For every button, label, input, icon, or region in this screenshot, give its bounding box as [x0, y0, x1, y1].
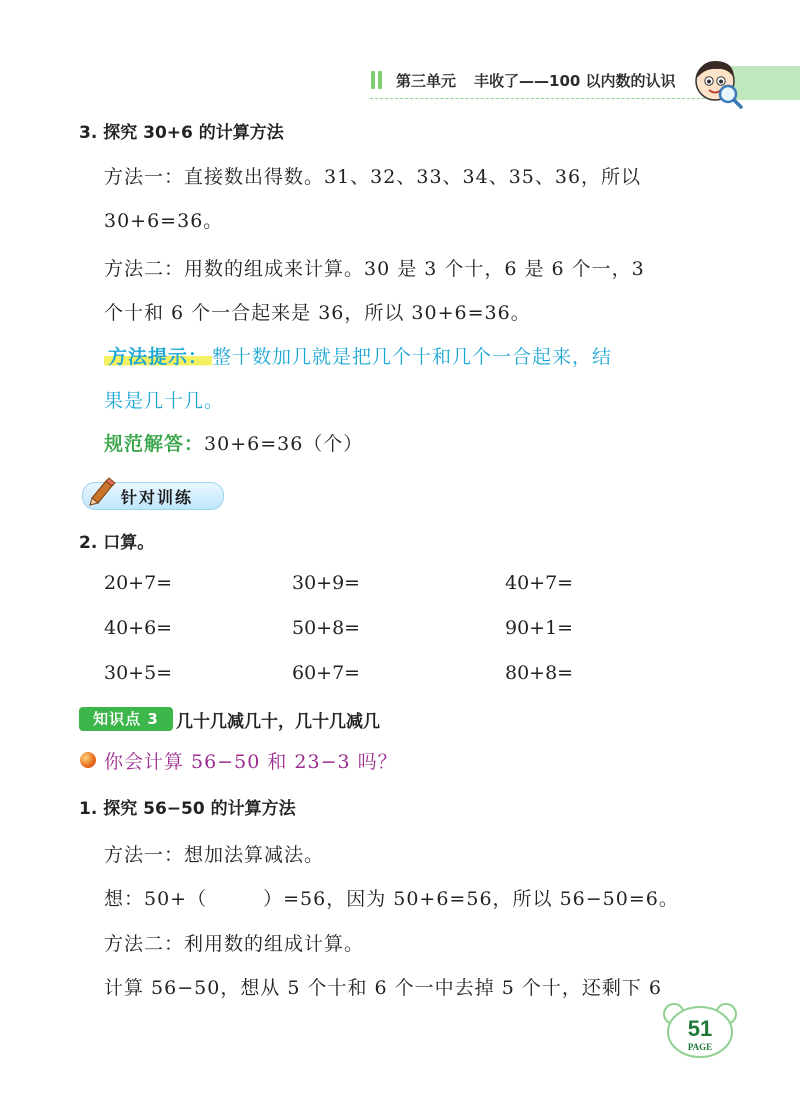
guide-question: 你会计算 56−50 和 23−3 吗？ — [104, 751, 398, 773]
method-hint-line1 — [104, 342, 612, 369]
hint-label: 方法提示： — [104, 346, 212, 368]
calc-problem: 50+8= — [292, 617, 361, 639]
think-suffix: ）=56，因为 50+6=56，所以 56−50=6。 — [263, 888, 679, 910]
header-divider — [370, 98, 710, 99]
calc-problem: 90+1= — [505, 617, 574, 639]
calc-problem: 20+7= — [104, 572, 173, 594]
oral-calc-heading: 2. 口算。 — [79, 533, 155, 553]
method2-line1: 方法二：用数的组成来计算。30 是 3 个十，6 是 6 个一，3 — [104, 258, 645, 280]
think-prefix: 想：50+（ — [104, 888, 208, 910]
knowledge-point-title: 几十几减几十，几十几减几 — [176, 712, 380, 732]
hint-text-1: 整十数加几就是把几个十和几个一合起来，结 — [212, 346, 613, 368]
header-unit-title: 丰收了——100 以内数的认识 — [474, 72, 676, 90]
header-unit: 第三单元 — [396, 72, 457, 90]
header-bars-icon — [371, 71, 385, 93]
answer-label: 规范解答： — [104, 433, 205, 455]
think-line — [104, 884, 679, 911]
standard-answer — [104, 429, 363, 456]
pencil-icon — [86, 476, 116, 506]
subtract-calc-line: 计算 56−50，想从 5 个十和 6 个一中去掉 5 个十，还剩下 6 — [104, 977, 662, 999]
answer-text: 30+6=36（个） — [204, 433, 364, 455]
hint-text-2: 果是几十几。 — [104, 390, 225, 412]
calc-problem: 40+6= — [104, 617, 173, 639]
section-3-heading: 3. 探究 30+6 的计算方法 — [79, 123, 284, 143]
page-badge — [660, 1000, 740, 1060]
header-title — [396, 70, 676, 91]
calc-problem: 40+7= — [505, 572, 574, 594]
method2-line2: 个十和 6 个一合起来是 36，所以 30+6=36。 — [104, 302, 531, 324]
training-title: 针对训练 — [121, 488, 194, 507]
method1-line1: 方法一：直接数出得数。31、32、33、34、35、36，所以 — [104, 166, 642, 188]
calc-problem: 60+7= — [292, 662, 361, 684]
mascot-magnifier-icon — [690, 56, 744, 110]
subtract-method1: 方法一：想加法算减法。 — [104, 844, 325, 866]
section-1-heading: 1. 探究 56−50 的计算方法 — [79, 799, 296, 819]
calc-problem: 30+5= — [104, 662, 173, 684]
calc-problem: 80+8= — [505, 662, 574, 684]
orb-bullet-icon — [80, 752, 96, 768]
calc-problem: 30+9= — [292, 572, 361, 594]
page-number: 51 — [687, 1016, 713, 1041]
subtract-method2: 方法二：利用数的组成计算。 — [104, 933, 365, 955]
knowledge-point-badge: 知识点 3 — [79, 707, 173, 731]
page-label: PAGE — [687, 1042, 713, 1052]
method1-line2: 30+6=36。 — [104, 210, 224, 232]
